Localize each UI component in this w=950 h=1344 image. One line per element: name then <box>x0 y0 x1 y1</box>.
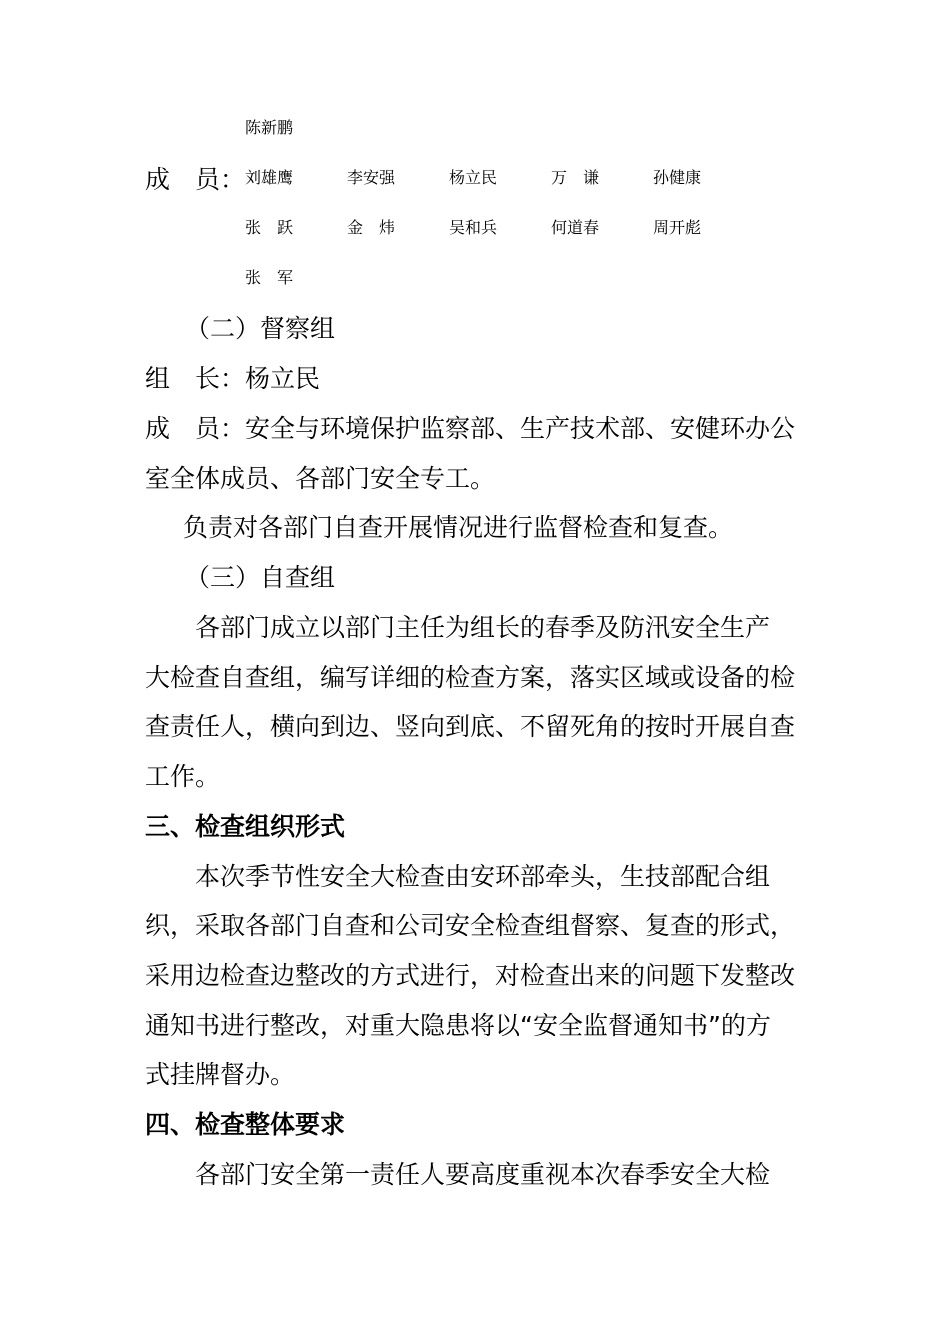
selfcheck-heading: （三）自查组 <box>185 563 336 592</box>
section-3-line-4: 通知书进行整改，对重大隐患将以“安全监督通知书”的方 <box>145 1011 771 1040</box>
person-name: 陈新鹏 <box>245 118 294 137</box>
leader-label: 组 长： <box>145 364 246 393</box>
person-name: 张 跃 <box>245 218 294 237</box>
selfcheck-para-line-2: 大检查自查组，编写详细的检查方案，落实区域或设备的检 <box>145 663 796 692</box>
member-text: 安全与环境保护监察部、生产技术部、安健环办公 <box>245 414 796 443</box>
section-3-line-5: 式挂牌督办。 <box>145 1060 296 1089</box>
person-name: 何道春 <box>551 218 600 237</box>
section-3-line-3: 采用边检查边整改的方式进行，对检查出来的问题下发整改 <box>145 961 796 990</box>
supervision-duty: 负责对各部门自查开展情况进行监督检查和复查。 <box>183 513 734 542</box>
section-3-line-2: 织，采取各部门自查和公司安全检查组督察、复查的形式， <box>145 911 796 940</box>
section-3-line-1: 本次季节性安全大检查由安环部牵头，生技部配合组 <box>195 862 771 891</box>
supervision-leader-line <box>145 364 810 394</box>
selfcheck-para-line-4: 工作。 <box>145 762 221 791</box>
member-label: 成 员： <box>145 414 246 443</box>
members-label-text: 成 员： <box>145 165 246 194</box>
selfcheck-para-line-3: 查责任人，横向到边、竖向到底、不留死角的按时开展自查 <box>145 712 796 741</box>
section-4-title: 四、检查整体要求 <box>145 1110 346 1139</box>
person-name: 李安强 <box>347 168 396 187</box>
person-name: 杨立民 <box>449 168 498 187</box>
person-name: 刘雄鹰 <box>245 168 294 187</box>
selfcheck-para-line-1: 各部门成立以部门主任为组长的春季及防汛安全生产 <box>195 613 771 642</box>
section-4-line-1: 各部门安全第一责任人要高度重视本次春季安全大检 <box>195 1160 771 1189</box>
person-name: 万 谦 <box>551 168 600 187</box>
supervision-heading: （二）督察组 <box>185 314 336 343</box>
person-name: 张 军 <box>245 268 294 287</box>
supervision-members-line-2: 室全体成员、各部门安全专工。 <box>145 464 496 493</box>
person-name: 金 炜 <box>347 218 396 237</box>
person-name: 吴和兵 <box>449 218 498 237</box>
leader-value: 杨立民 <box>245 364 321 393</box>
person-name: 孙健康 <box>653 168 702 187</box>
supervision-members-line-1 <box>145 414 810 444</box>
section-3-title: 三、检查组织形式 <box>145 812 346 841</box>
person-name: 周开彪 <box>653 218 702 237</box>
